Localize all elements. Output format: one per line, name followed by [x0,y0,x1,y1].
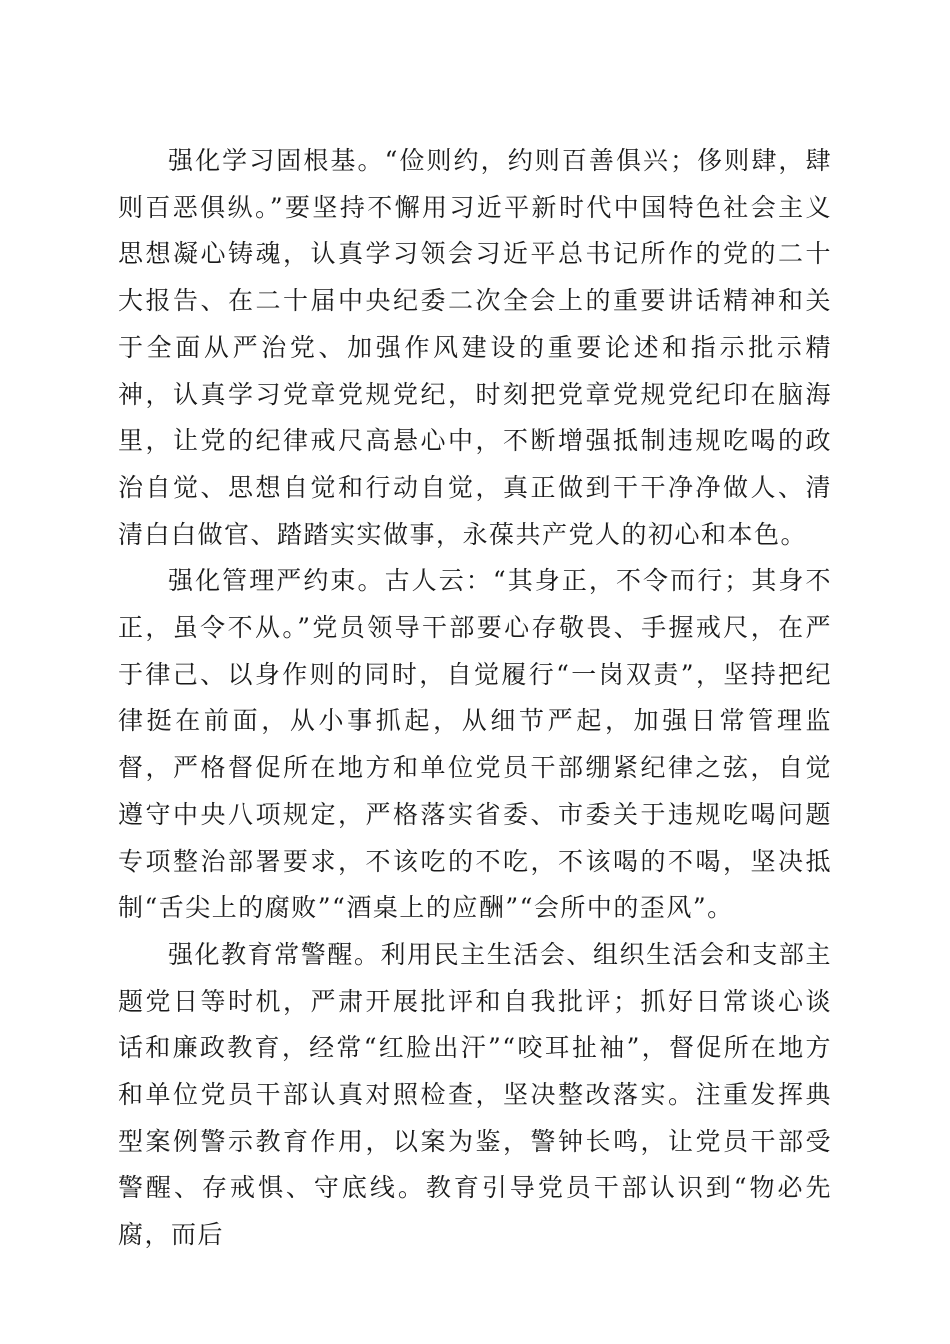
paragraph-study: 强化学习固根基。“俭则约，约则百善俱兴；侈则肆，肆则百恶俱纵。”要坚持不懈用习近平新时代中国特色社会主义思想凝心铸魂，认真学习领会习近平总书记所作的党的二十大报告、在二十届中央纪委二次全会上的重要讲话精神和关于全面从严治党、加强作风建设的重要论述和指示批示精神，认真学习党章党规党纪，时刻把党章党规党纪印在脑海里，让党的纪律戒尺高悬心中，不断增强抵制违规吃喝的政治自觉、思想自觉和行动自觉，真正做到干干净净做人、清清白白做官、踏踏实实做事，永葆共产党人的初心和本色。 [118,146,832,549]
paragraph-education: 强化教育常警醒。利用民主生活会、组织生活会和支部主题党日等时机，严肃开展批评和自我批评；抓好日常谈心谈话和廉政教育，经常“红脸出汗”“咬耳扯袖”，督促所在地方和单位党员干部认真对照检查，坚决整改落实。注重发挥典型案例警示教育作用，以案为鉴，警钟长鸣，让党员干部受警醒、存戒惧、守底线。教育引导党员干部认识到“物必先腐，而后 [118,939,832,1250]
paragraph-management: 强化管理严约束。古人云：“其身正，不令而行；其身不正，虽令不从。”党员领导干部要心存敬畏、手握戒尺，在严于律己、以身作则的同时，自觉履行“一岗双责”，坚持把纪律挺在前面，从小事抓起，从细节严起，加强日常管理监督，严格督促所在地方和单位党员干部绷紧纪律之弦，自觉遵守中央八项规定，严格落实省委、市委关于违规吃喝问题专项整治部署要求，不该吃的不吃，不该喝的不喝，坚决抵制“舌尖上的腐败”“酒桌上的应酬”“会所中的歪风”。 [118,566,832,923]
document-body [118,138,832,1259]
